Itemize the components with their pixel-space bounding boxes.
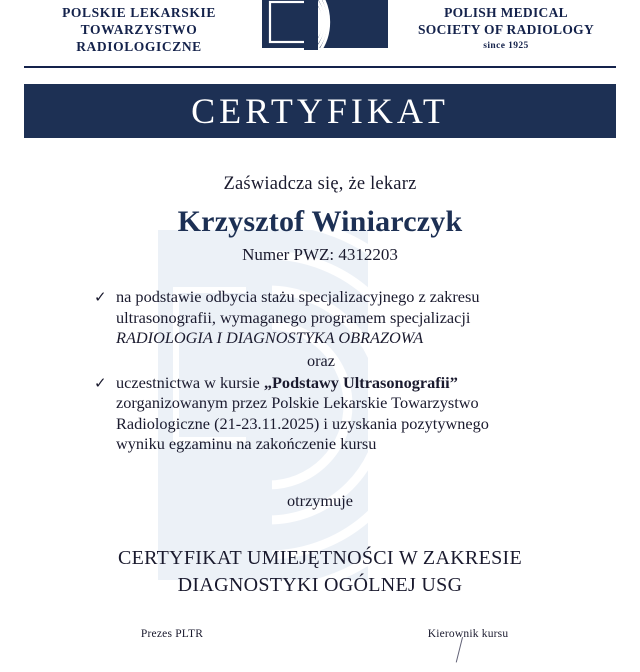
- criteria-item-2-line1: [116, 373, 586, 394]
- criteria-item-2-course-title: „Podstawy Ultrasonografii”: [263, 372, 458, 392]
- header-divider: [24, 66, 616, 68]
- award-title-line2: DIAGNOSTYKI OGÓLNEJ USG: [177, 573, 463, 596]
- conjunction-oraz: oraz: [306, 350, 335, 370]
- criteria-item-2-line2: zorganizowanym przez Polskie Lekarskie Towarzystwo: [116, 393, 479, 412]
- criteria-item-1-specialty: RADIOLOGIA I DIAGNOSTYKA OBRAZOWA: [116, 328, 424, 347]
- pltr-logo-text: [34, 0, 244, 55]
- pmsr-logo-line1: POLISH MEDICAL: [444, 5, 568, 20]
- checkmark-icon: ✓: [94, 290, 107, 306]
- otrzymuje-text: otrzymuje: [286, 490, 353, 510]
- criteria-item-1: [94, 287, 586, 349]
- criteria-item-2-line3: Radiologiczne (21-23.11.2025) i uzyskania pozytywnego: [116, 413, 489, 433]
- criteria-item-2: [94, 372, 586, 455]
- criteria-list: [24, 287, 616, 455]
- pltr-emblem-icon: [260, 0, 390, 54]
- pltr-logo-line2: TOWARZYSTWO RADIOLOGICZNE: [76, 22, 202, 54]
- pmsr-logo-since: since 1925: [483, 41, 529, 51]
- signature-mark: [456, 637, 502, 672]
- header-logos: [0, 0, 640, 62]
- signature-block-president: [72, 628, 272, 640]
- criteria-item-2-prefix: uczestnictwa w kursie: [116, 372, 264, 392]
- signature-label-president: Prezes PLTR: [140, 628, 204, 640]
- recipient-pwz-number: Numer PWZ: 4312203: [242, 245, 398, 264]
- pltr-logo-line1: POLSKIE LEKARSKIE: [62, 5, 216, 20]
- attestation-text: Zaświadcza się, że lekarz: [223, 174, 417, 194]
- signature-block-course-director: [368, 628, 568, 640]
- pmsr-logo-line2: SOCIETY OF RADIOLOGY: [417, 22, 595, 37]
- certificate-body: [24, 174, 616, 654]
- recipient-name: Krzysztof Winiarczyk: [177, 205, 463, 238]
- criteria-item-1-line2: ultrasonografii, wymaganego programem specjalizacji: [116, 307, 471, 327]
- certificate-header: [0, 0, 640, 70]
- criteria-item-1-line1: na podstawie odbycia stażu specjalizacyjnego z zakresu: [116, 287, 480, 306]
- certificate-title-bar: [24, 84, 616, 138]
- award-title: [24, 545, 616, 599]
- criteria-item-2-line4: wyniku egzaminu na zakończenie kursu: [116, 434, 377, 453]
- award-title-line1: CERTYFIKAT UMIEJĘTNOŚCI W ZAKRESIE: [117, 546, 522, 569]
- page-title: CERTYFIKAT: [191, 91, 449, 131]
- signature-row: [24, 628, 616, 640]
- signature-label-course-director: Kierownik kursu: [427, 628, 509, 640]
- pmsr-logo-text: [406, 0, 606, 51]
- checkmark-icon: ✓: [94, 375, 107, 392]
- certificate-content: [24, 174, 616, 599]
